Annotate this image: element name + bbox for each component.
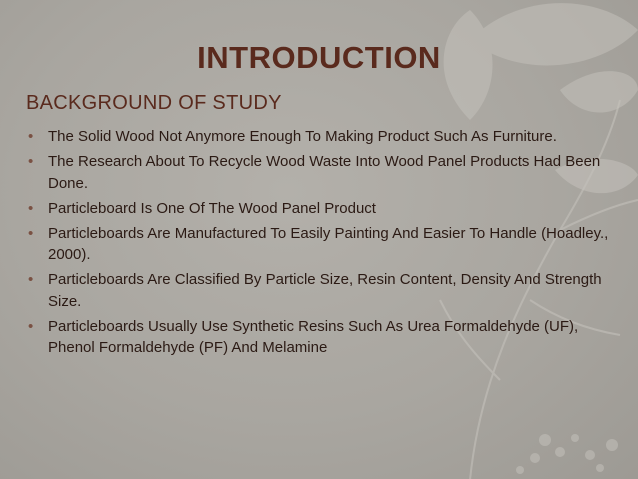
bullet-text: Particleboards Usually Use Synthetic Resins Such As Urea Formaldehyde (UF), Phenol Formaldehyde (PF) And Melamine — [48, 317, 579, 356]
bullet-item — [26, 151, 626, 194]
bullet-item — [26, 316, 626, 359]
bullet-text: The Research About To Recycle Wood Waste Into Wood Panel Products Had Been Done. — [48, 153, 601, 192]
bullet-dot-icon: • — [28, 153, 34, 170]
bullet-item — [26, 126, 626, 148]
bullet-dot-icon: • — [28, 271, 34, 288]
bullet-list — [26, 126, 626, 362]
slide-subtitle: BACKGROUND OF STUDY — [26, 92, 282, 114]
bullet-text: Particleboards Are Manufactured To Easily Painting And Easier To Handle (Hoadley., 2000). — [48, 224, 609, 263]
bullet-dot-icon: • — [28, 224, 34, 242]
bullet-dot-icon: • — [28, 128, 34, 145]
bullet-text: The Solid Wood Not Anymore Enough To Making Product Such As Furniture. — [48, 128, 557, 145]
bullet-item — [26, 269, 626, 312]
slide-title: INTRODUCTION — [197, 40, 441, 75]
bullet-item — [26, 223, 626, 266]
bullet-dot-icon: • — [28, 199, 34, 217]
bullet-text: Particleboards Are Classified By Particle Size, Resin Content, Density And Strength Size. — [48, 271, 602, 310]
bullet-item — [26, 198, 626, 220]
bullet-text: Particleboard Is One Of The Wood Panel Product — [48, 199, 376, 217]
bullet-dot-icon: • — [28, 317, 34, 335]
